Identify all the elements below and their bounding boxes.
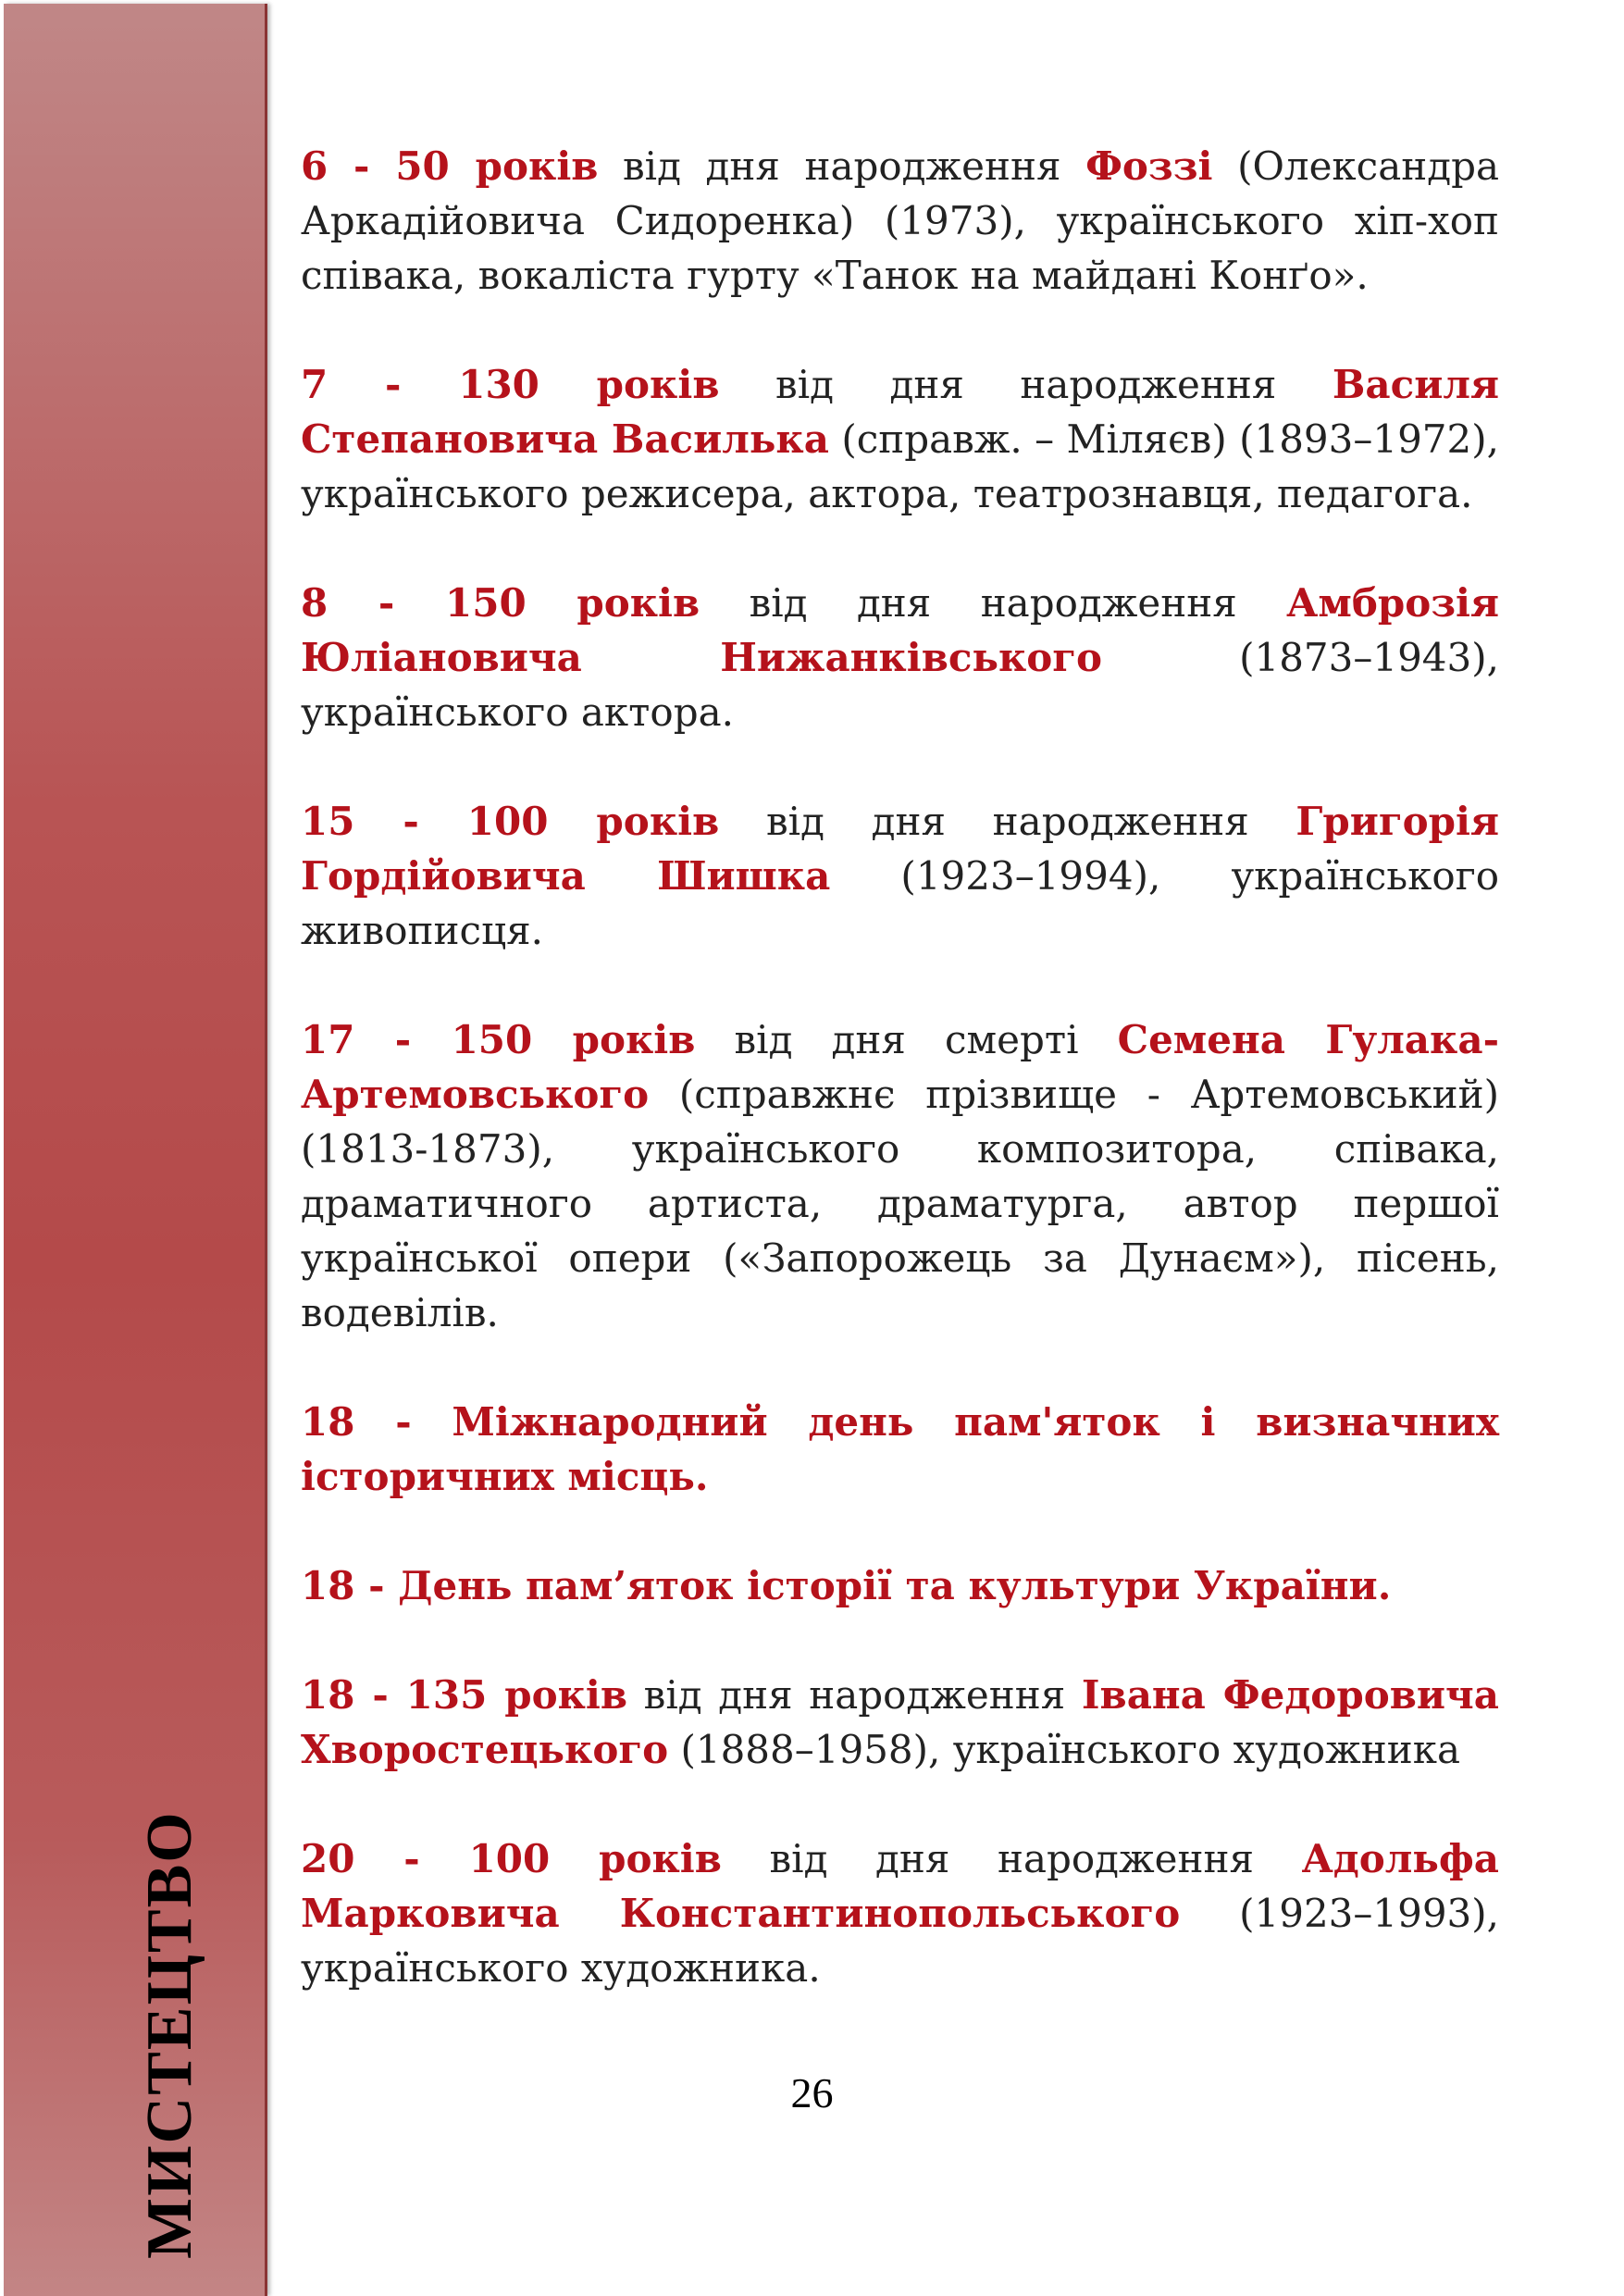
list-item <box>301 1831 1499 1995</box>
event-details: (справжнє прізвище - Артемовський) (1813-1873), українського композитора, співака, драматичного артиста, драматурга, автор першої української опери («Запорожець за Дунаєм»), пісень, водевілів. <box>301 1072 1499 1335</box>
holiday-title: 18 - Міжнародний день пам'яток і визначних історичних місць. <box>301 1399 1499 1499</box>
holiday-title: 18 - День пам’яток історії та культури України. <box>301 1563 1392 1608</box>
event-text: від дня народження <box>627 1672 1082 1718</box>
person-name: Амброзія Юліановича Нижанківського <box>301 580 1500 680</box>
list-item <box>301 794 1499 958</box>
date-anniversary: 8 - 150 років <box>301 580 700 626</box>
event-text: від дня народження <box>719 362 1333 407</box>
list-item <box>301 139 1499 303</box>
date-anniversary: 7 - 130 років <box>301 362 720 407</box>
person-name: Василя Степановича Василька <box>301 362 1499 462</box>
sidebar-band <box>4 4 267 2296</box>
person-name: Фоззі <box>1085 143 1213 189</box>
event-details: (справж. – Міляєв) (1893–1972), українського режисера, актора, театрознавця, педагога. <box>301 416 1499 516</box>
event-details: (1888–1958), українського художника <box>668 1727 1461 1772</box>
list-item <box>301 1668 1499 1777</box>
event-text: від дня народження <box>700 580 1287 626</box>
person-name: Адольфа Марковича Константинопольського <box>301 1836 1499 1936</box>
person-name: Івана Федоровича Хворостецького <box>301 1672 1499 1772</box>
page-number: 26 <box>790 2069 834 2116</box>
event-details: (Олександра Аркадійовича Сидоренка) (1973), українського хіп-хоп співака, вокаліста гурту «Танок на майдані Конґо». <box>301 143 1500 298</box>
section-title: МИСТЕЦТВО <box>134 1810 205 2259</box>
event-text: від дня народження <box>721 1836 1302 1881</box>
event-details: (1873–1943), українського актора. <box>301 635 1499 735</box>
event-details: (1923–1993), українського художника. <box>301 1891 1500 1991</box>
event-text: від дня смерті <box>695 1017 1118 1062</box>
list-item <box>301 357 1499 521</box>
events-list <box>301 139 1499 2050</box>
event-text: від дня народження <box>598 143 1086 189</box>
date-anniversary: 15 - 100 років <box>301 799 720 844</box>
person-name: Семена Гулака-Артемовського <box>301 1017 1500 1117</box>
date-anniversary: 17 - 150 років <box>301 1017 696 1062</box>
list-item <box>301 1395 1499 1504</box>
date-anniversary: 20 - 100 років <box>301 1836 722 1881</box>
person-name: Григорія Гордійовича Шишка <box>301 799 1500 899</box>
event-text: від дня народження <box>719 799 1296 844</box>
list-item <box>301 576 1499 739</box>
list-item <box>301 1012 1499 1340</box>
date-anniversary: 6 - 50 років <box>301 143 599 189</box>
date-anniversary: 18 - 135 років <box>301 1672 628 1718</box>
list-item <box>301 1558 1499 1613</box>
event-details: (1923–1994), українського живописця. <box>301 853 1499 953</box>
